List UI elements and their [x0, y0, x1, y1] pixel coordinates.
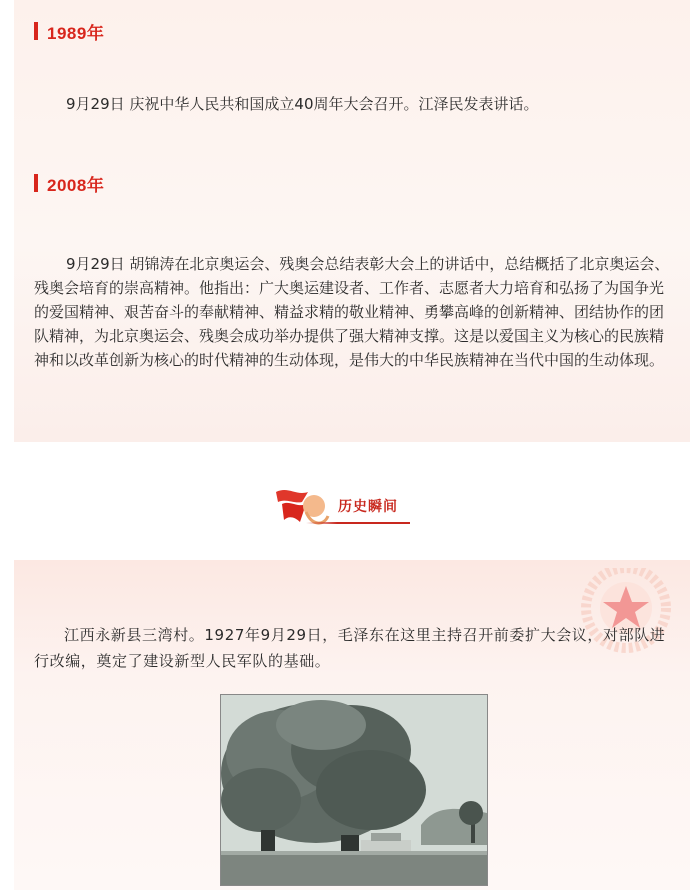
- section-title: 历史瞬间: [338, 499, 398, 515]
- year-label: 2008年: [47, 175, 105, 195]
- historic-tree-photo: [220, 694, 488, 886]
- timeline-card: [14, 0, 690, 442]
- entry-paragraph: 9月29日 胡锦涛在北京奥运会、残奥会总结表彰大会上的讲话中，总结概括了北京奥运会、残奥会培育的崇高精神。他指出：广大奥运建设者、工作者、志愿者大力培育和弘扬了为国争光的爱国精神、艰苦奋斗的奉献精神、精益求精的敬业精神、勇攀高峰的创新精神、团结协作的团队精神，为北京奥运会、残奥会成功举办提供了强大精神支撑。这是以爱国主义为核心的民族精神和以改革创新为核心的时代精神的生动体现，是伟大的中华民族精神在当代中国的生动体现。: [34, 255, 670, 369]
- moment-paragraph: 江西永新县三湾村。1927年9月29日，毛泽东在这里主持召开前委扩大会议，对部队进行改编，奠定了建设新型人民军队的基础。: [34, 626, 666, 670]
- tree-image: [221, 695, 487, 885]
- year-heading: [34, 20, 104, 42]
- year-heading: [34, 172, 104, 194]
- year-marker-bar: [34, 174, 38, 192]
- year-marker-bar: [34, 22, 38, 40]
- year-label: 1989年: [47, 23, 105, 43]
- section-divider: [0, 482, 698, 532]
- entry-paragraph: 9月29日 庆祝中华人民共和国成立40周年大会召开。江泽民发表讲话。: [66, 95, 539, 113]
- section-underline: [306, 522, 410, 524]
